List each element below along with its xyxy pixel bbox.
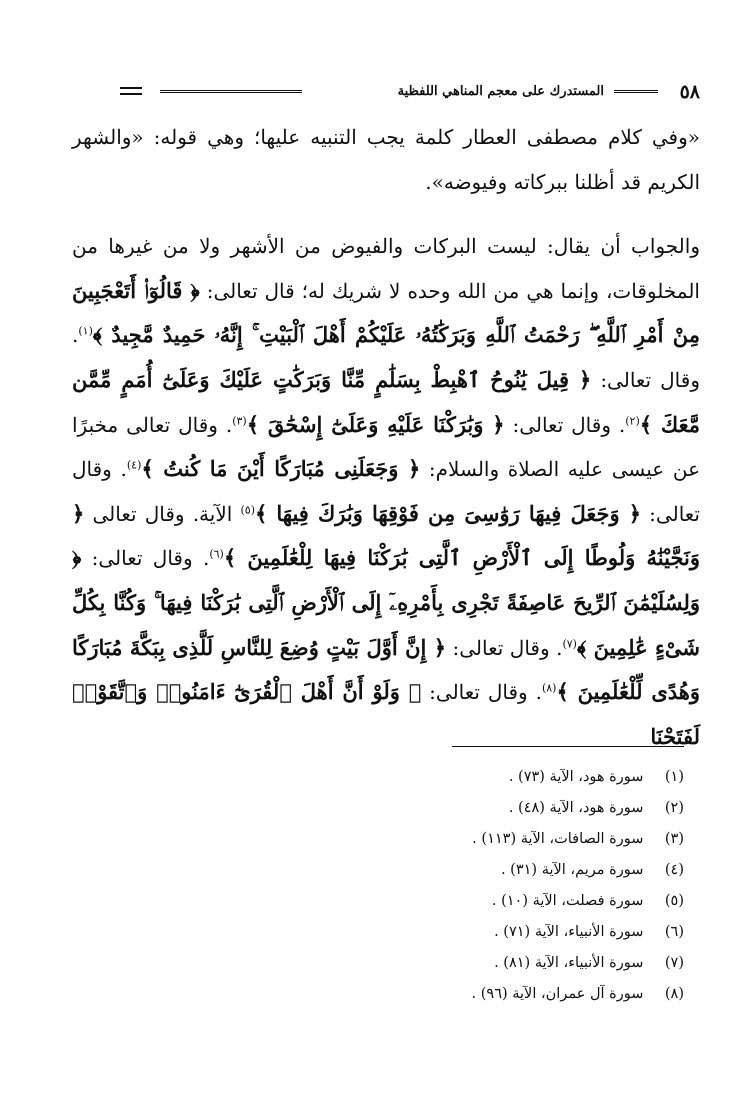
connector-text: . وقال تعالى: — [72, 457, 700, 526]
footnote-item — [84, 824, 684, 855]
connector-text: . وقال تعالى: — [504, 412, 626, 437]
connector-text: . وقال تعالى: — [81, 546, 210, 571]
footnote-item — [84, 948, 684, 979]
footnote-item — [84, 886, 684, 917]
footnote-text: سورة الأنبياء، الآية (٧١) . — [494, 924, 644, 940]
footnote-text: سورة هود، الآية (٧٣) . — [508, 769, 644, 785]
connector-text: . وقال تعالى: — [446, 635, 563, 660]
answer-intro: والجواب أن يقال: ليست البركات والفيوض من الأشهر ولا من غيرها من المخلوقات، وإنما هي من الله وحده لا شريك له؛ قال تعالى: — [72, 234, 700, 303]
verse-8: ﴿ إِنَّ أَوَّلَ بَيْتٍ وُضِعَ لِلنَّاسِ لَلَّذِى بِبَكَّةَ مُبَارَكًا وَهُدًى لِّلْعَٰلَمِينَ ﴾ — [72, 634, 700, 705]
page-number: ٥٨ — [679, 81, 700, 103]
verse-5: ﴿ وَجَعَلَ فِيهَا رَوَٰسِىَ مِن فَوْقِهَا وَبَٰرَكَ فِيهَا ﴾ — [254, 500, 642, 526]
header-rule-left — [160, 90, 302, 93]
footnote-number: (٤) — [664, 862, 684, 878]
verse-4: ﴿ وَجَعَلَنِى مُبَارَكًا أَيْنَ مَا كُنتُ ﴾ — [141, 456, 421, 482]
header-end-mark-lower — [120, 93, 142, 95]
footnote-number: (٣) — [664, 831, 684, 847]
footnote-number: (٥) — [664, 893, 684, 909]
footnote-ref-4: (٤) — [126, 458, 142, 472]
footnote-text: سورة فصلت، الآية (١٠) . — [491, 893, 644, 909]
footnote-text: سورة مريم، الآية (٣١) . — [500, 862, 644, 878]
footnote-text: سورة الصافات، الآية (١١٣) . — [472, 831, 644, 847]
verse-2: ﴿ قِيلَ يَٰنُوحُ ٱهْبِطْ بِسَلَٰمٍ مِّنَّا وَبَرَكَٰتٍ عَلَيْكَ وَعَلَىٰٓ أُمَمٍ مِّمَّن مَّعَكَ ﴾ — [72, 366, 700, 437]
footnote-number: (٨) — [664, 986, 684, 1002]
footnote-ref-3: (٣) — [232, 413, 247, 427]
footnote-item — [84, 793, 684, 824]
footnote-number: (٦) — [664, 924, 684, 940]
connector-text: . وقال تعالى: — [72, 323, 700, 392]
verse-9: ﴿ وَلَوْ أَنَّ أَهْلَ ٱلْقُرَىٰٓ ءَامَنُوا۟ وَٱتَّقَوْا۟ لَفَتَحْنَا — [72, 679, 700, 749]
header-rule-right — [614, 90, 658, 93]
footnote-text: سورة الأنبياء، الآية (٨١) . — [494, 955, 644, 971]
footnote-ref-6: (٦) — [209, 547, 224, 561]
footnotes-list — [84, 762, 684, 1010]
verse-1: ﴿ قَالُوٓا۟ أَتَعْجَبِينَ مِنْ أَمْرِ ٱللَّهِ ۖ رَحْمَتُ ٱللَّهِ وَبَرَكَٰتُهُۥ عَلَيْكُمْ أَهْلَ ٱلْبَيْتِ ۚ إِنَّهُۥ حَمِيدٌ مَّجِيدٌ ﴾ — [72, 277, 700, 348]
footnote-separator — [452, 746, 684, 747]
running-title: المستدرك على معجم المناهي اللفظية — [397, 84, 604, 99]
footnote-number: (٢) — [664, 800, 684, 816]
footnote-ref-8: (٨) — [541, 681, 557, 695]
verse-7: ﴿ وَلِسُلَيْمَٰنَ ٱلرِّيحَ عَاصِفَةً تَجْرِى بِأَمْرِهِۦٓ إِلَى ٱلْأَرْضِ ٱلَّتِى بَٰرَكْنَا فِيهَا ۚ وَكُنَّا بِكُلِّ شَىْءٍ عَٰلِمِينَ ﴾ — [72, 545, 700, 660]
verse-6: ﴿ وَنَجَّيْنَٰهُ وَلُوطًا إِلَى ٱلْأَرْضِ ٱلَّتِى بَٰرَكْنَا فِيهَا لِلْعَٰلَمِينَ ﴾ — [72, 500, 701, 571]
footnote-ref-7: (٧) — [562, 636, 577, 650]
page-header — [72, 80, 700, 104]
footnote-number: (١) — [664, 769, 684, 785]
connector-text: . وقال تعالى: — [421, 680, 542, 705]
connector-text: . وقال تعالى مخبرًا عن عيسى عليه الصلاة والسلام: — [72, 412, 701, 482]
footnote-item — [84, 979, 684, 1010]
footnote-item — [84, 762, 684, 793]
footnote-item — [84, 917, 684, 948]
footnote-text: سورة آل عمران، الآية (٩٦) . — [471, 986, 644, 1002]
paragraph-answer — [72, 224, 700, 759]
header-end-mark — [120, 87, 142, 89]
main-text — [72, 115, 700, 759]
footnote-number: (٧) — [664, 955, 684, 971]
footnote-ref-1: (١) — [78, 324, 93, 338]
connector-text: الآية. وقال تعالى — [84, 501, 241, 526]
paragraph-quote: «وفي كلام مصطفى العطار كلمة يجب التنبيه عليها؛ وهي قوله: «والشهر الكريم قد أظلنا ببركاته وفيوضه». — [72, 125, 700, 194]
footnote-ref-2: (٢) — [625, 413, 640, 427]
footnote-text: سورة هود، الآية (٤٨) . — [508, 800, 644, 816]
footnote-ref-5: (٥) — [240, 503, 255, 517]
footnote-item — [84, 855, 684, 886]
verse-3: ﴿ وَبَٰرَكْنَا عَلَيْهِ وَعَلَىٰٓ إِسْحَٰقَ ﴾ — [246, 411, 505, 437]
